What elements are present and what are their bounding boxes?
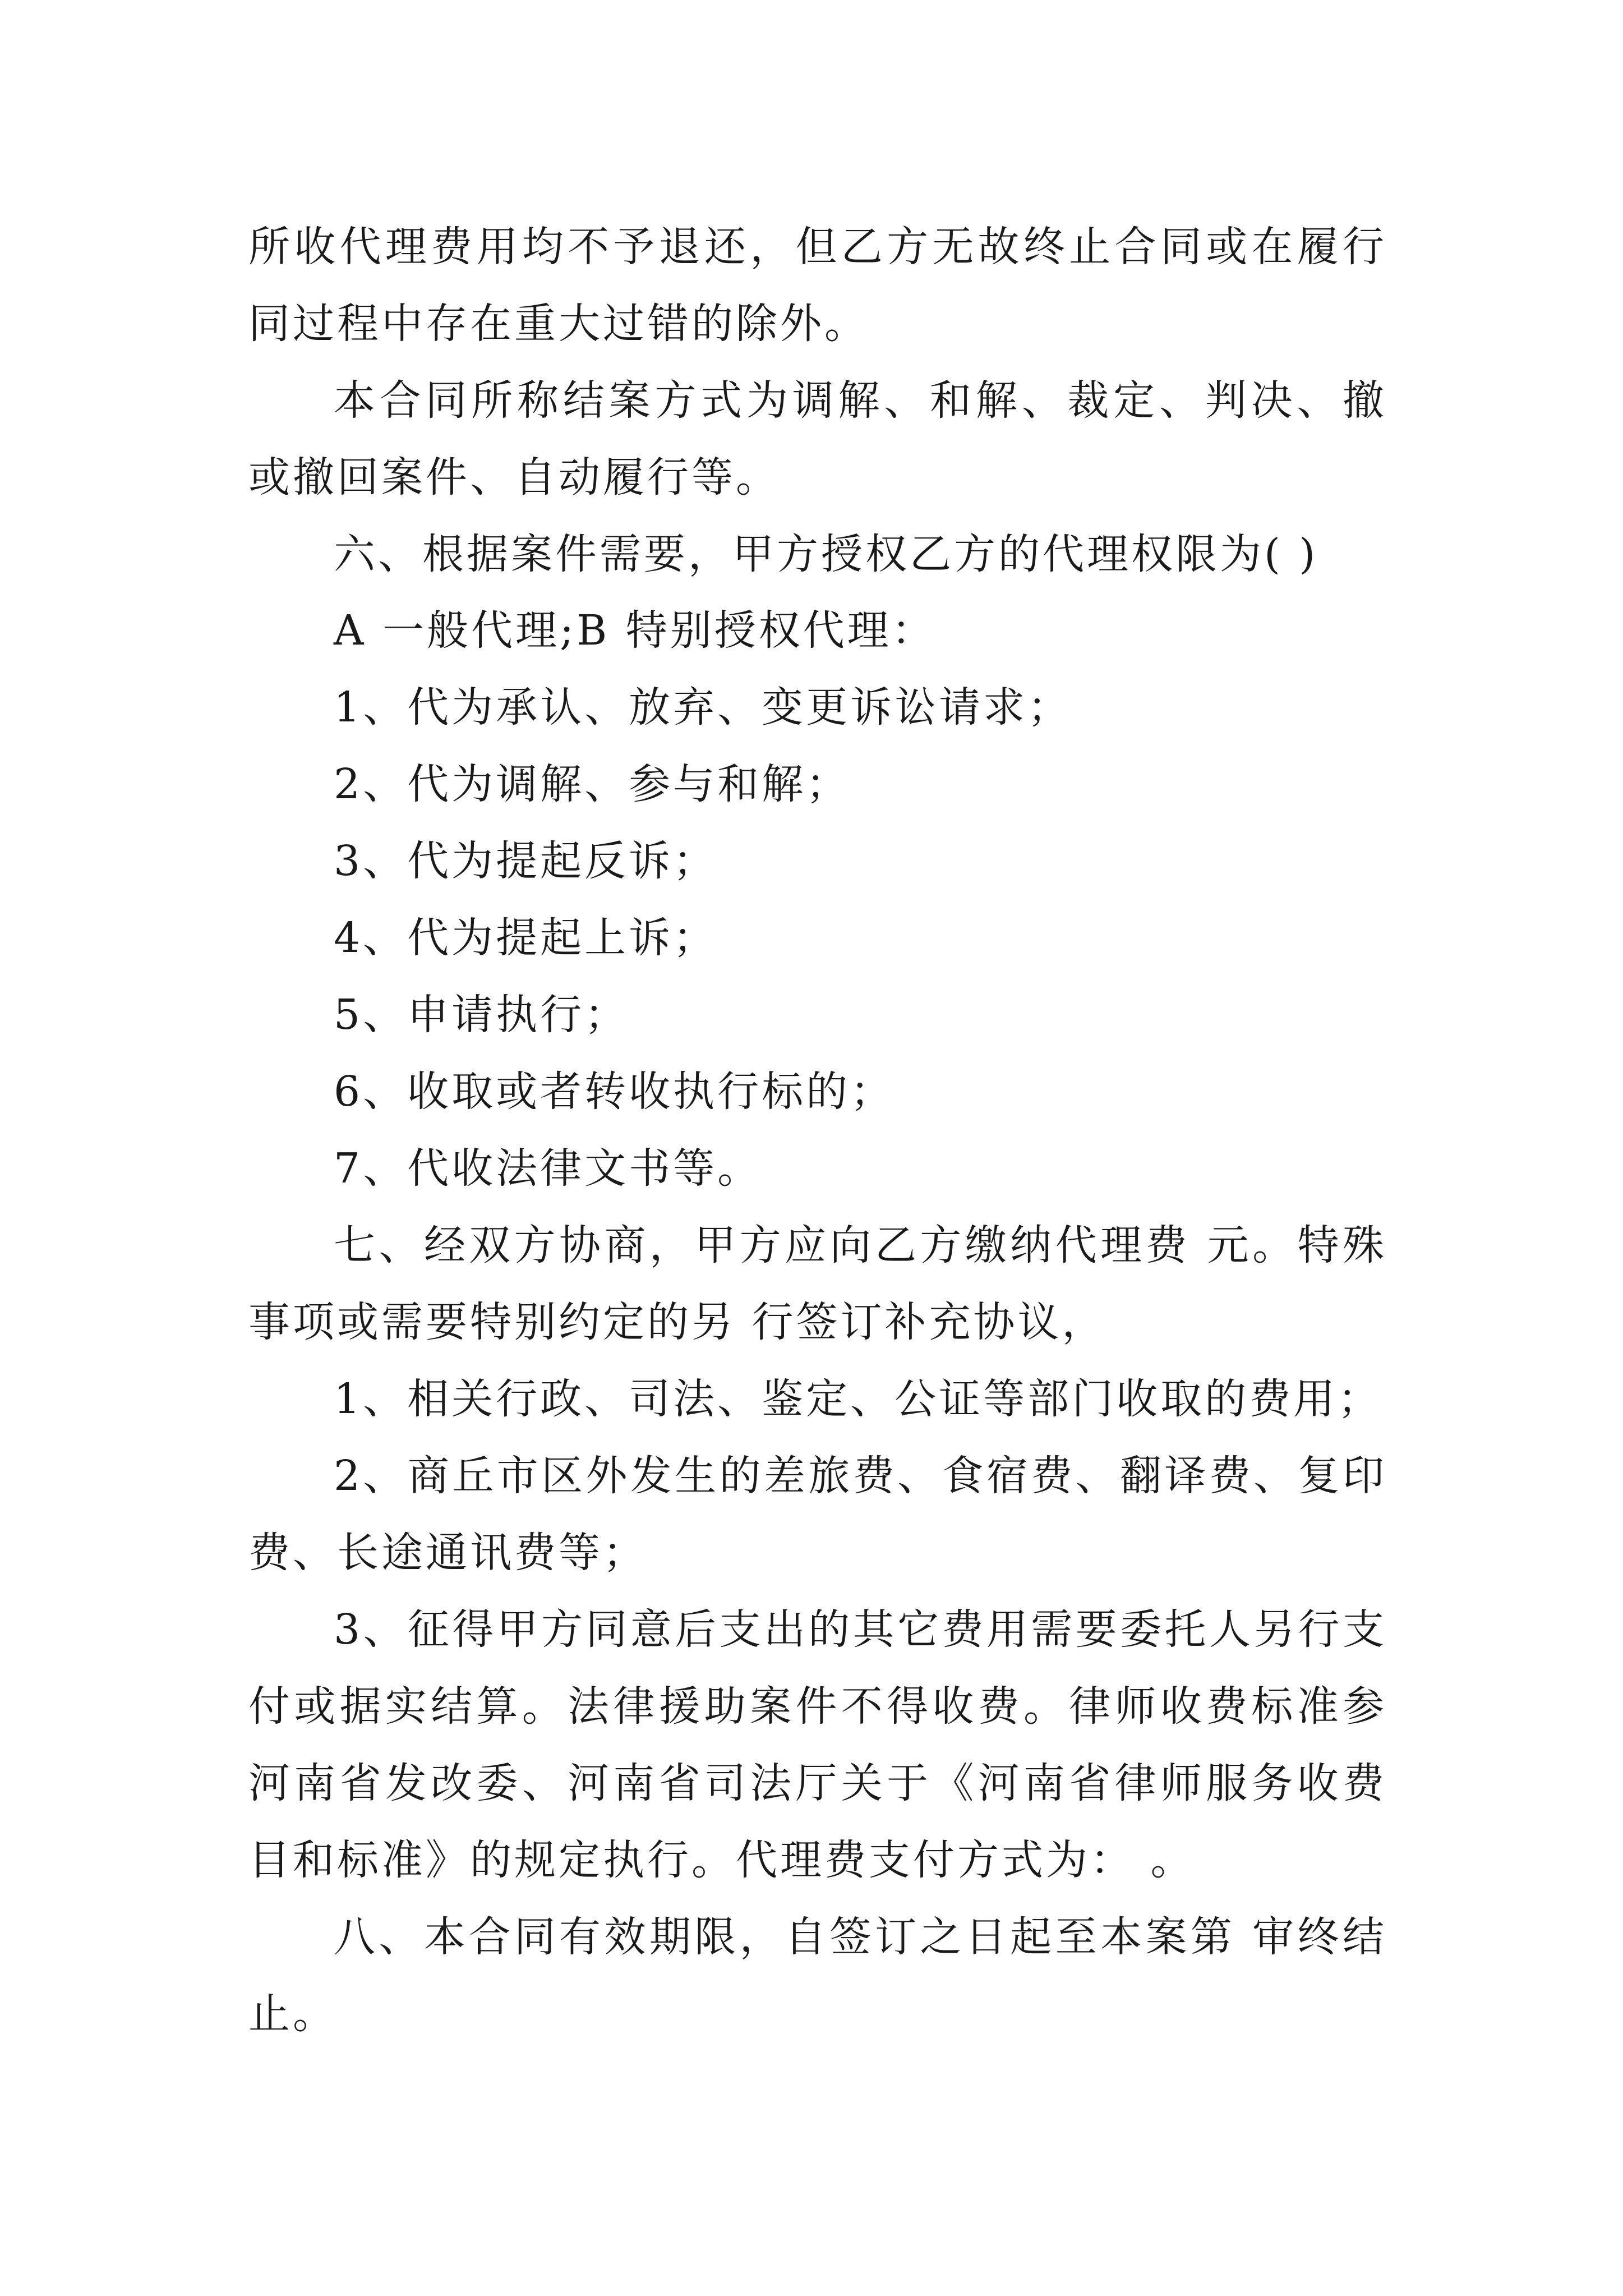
text-line: 1、代为承认、放弃、变更诉讼请求； [334, 683, 1072, 731]
text-line: 2、商丘市区外发生的差旅费、食宿费、翻译费、复印 [334, 1452, 1387, 1500]
text-line: 八、本合同有效期限，自签订之日起至本案第 审终结 [334, 1913, 1387, 1961]
text-line: 1、相关行政、司法、鉴定、公证等部门收取的费用； [334, 1375, 1382, 1423]
text-line: 或撤回案件、自动履行等。 [248, 453, 780, 501]
text-line: 本合同所称结案方式为调解、和解、裁定、判决、撤 [334, 376, 1387, 425]
text-line: 2、代为调解、参与和解； [334, 760, 851, 808]
text-line: 河南省发改委、河南省司法厅关于《河南省律师服务收费 [248, 1759, 1387, 1807]
text-line: A 一般代理;B 特别授权代理： [334, 606, 936, 655]
text-line: 同过程中存在重大过错的除外。 [248, 300, 869, 348]
text-line: 5、申请执行； [334, 991, 629, 1039]
text-line: 3、征得甲方同意后支出的其它费用需要委托人另行支 [334, 1605, 1387, 1654]
text-line: 4、代为提起上诉； [334, 914, 718, 962]
text-line: 费、长途通讯费等； [248, 1529, 647, 1577]
text-line: 3、代为提起反诉； [334, 837, 718, 885]
text-line: 付或据实结算。法律援助案件不得收费。律师收费标准参 [248, 1682, 1387, 1731]
text-line: 事项或需要特别约定的另 行签订补充协议， [248, 1298, 1106, 1346]
text-line: 七、经双方协商，甲方应向乙方缴纳代理费 元。特殊 [334, 1221, 1387, 1269]
text-line: 6、收取或者转收执行标的； [334, 1068, 895, 1116]
text-line: 所收代理费用均不予退还，但乙方无故终止合同或在履行 [248, 223, 1387, 271]
text-line: 止。 [248, 1990, 337, 2038]
text-line: 六、根据案件需要，甲方授权乙方的代理权限为( ) [334, 530, 1318, 578]
text-line: 7、代收法律文书等。 [334, 1144, 762, 1193]
text-line: 目和标准》的规定执行。代理费支付方式为： 。 [248, 1836, 1195, 1884]
